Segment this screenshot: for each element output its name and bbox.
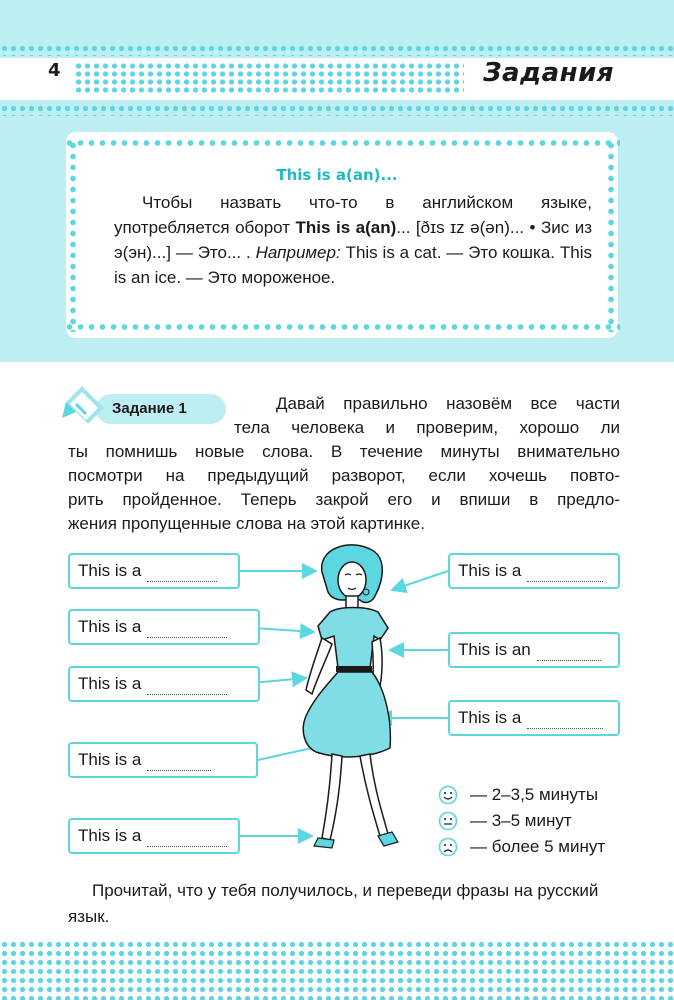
task-badge: Задание 1 <box>96 394 226 424</box>
label-box-left-2: This is a <box>68 609 260 645</box>
dots-decoration-top <box>0 44 674 56</box>
legend-row: — 2–3,5 минуты <box>438 782 605 808</box>
rule-example-label: Например: <box>255 243 341 262</box>
answer-blank[interactable] <box>147 675 227 695</box>
rule-box-border-top <box>64 138 620 148</box>
rule-text: Чтобы назвать что-то в английском языке, употребляется оборот This is a(an)... [ðɪs ɪz ə(ən)... • Зис из э(эн)...] — Это... . Например: This is a cat. — Это кошка. This is an ice. — Это мороженое. <box>114 193 592 287</box>
smiley-happy-icon <box>438 785 458 805</box>
time-legend <box>438 782 605 860</box>
dots-decoration-header <box>74 62 464 94</box>
label-box-right-3: This is a <box>448 700 620 736</box>
label-box-right-2: This is an <box>448 632 620 668</box>
dots-decoration-under-header <box>0 104 674 116</box>
label-box-left-3: This is a <box>68 666 260 702</box>
answer-blank[interactable] <box>527 562 603 582</box>
smiley-sad-icon <box>438 837 458 857</box>
rule-phrase: This is a(an) <box>295 218 397 237</box>
page-number: 4 <box>48 60 61 81</box>
label-box-left-4: This is a <box>68 742 258 778</box>
answer-blank[interactable] <box>537 641 601 661</box>
label-box-left-1: This is a <box>68 553 240 589</box>
smiley-neutral-icon <box>438 811 458 831</box>
label-box-right-1: This is a <box>448 553 620 589</box>
answer-blank[interactable] <box>527 709 603 729</box>
dots-decoration-bottom <box>0 940 674 1000</box>
answer-blank[interactable] <box>147 618 227 638</box>
task-text: Давай правильно назовём все части тела человека и проверим, хорошо ли ты помнишь новые слова. В течение минуты внимательно посмотри на предыдущий разворот, если хочешь повто- рить пройденное. Теперь закрой его и впиши в предло- жения пропущенные слова на этой картинке. <box>68 394 620 533</box>
final-instruction: Прочитай, что у тебя получилось, и переведи фразы на русский язык. <box>68 881 599 926</box>
rule-heading: This is a(an)... <box>276 166 398 184</box>
answer-blank[interactable] <box>147 751 211 771</box>
answer-blank[interactable] <box>147 827 227 847</box>
rule-box-border-bottom <box>64 322 620 332</box>
legend-row: — более 5 минут <box>438 834 605 860</box>
section-title: Задания <box>483 58 614 88</box>
answer-blank[interactable] <box>147 562 217 582</box>
label-box-left-5: This is a <box>68 818 240 854</box>
legend-row: — 3–5 минут <box>438 808 605 834</box>
